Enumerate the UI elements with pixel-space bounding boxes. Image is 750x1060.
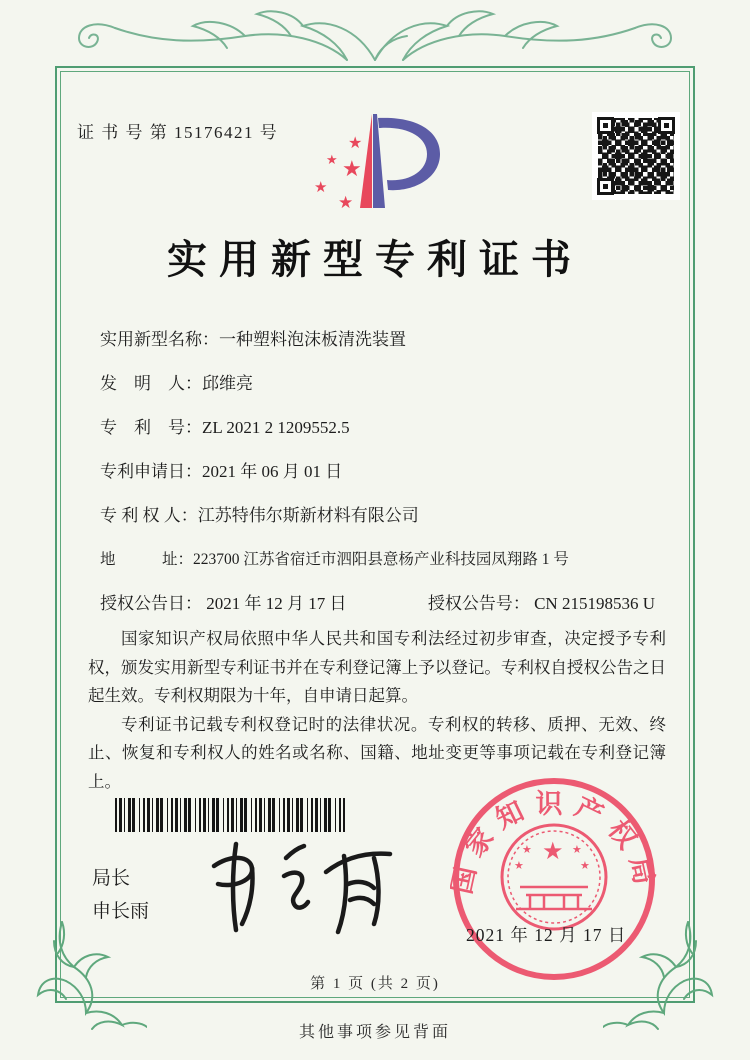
svg-text:★: ★ bbox=[580, 859, 590, 872]
field-label: 专利申请日： bbox=[100, 462, 202, 481]
field-label: 专 利 号： bbox=[100, 418, 202, 437]
director-name: 申长雨 bbox=[92, 901, 150, 922]
barcode bbox=[115, 798, 345, 832]
svg-text:★: ★ bbox=[348, 133, 363, 152]
seal-text: 国家知识产权局 bbox=[450, 788, 658, 897]
field-utility-model-name bbox=[100, 325, 660, 355]
qr-finder-top-right bbox=[658, 117, 675, 134]
director-block bbox=[92, 862, 149, 928]
field-value: CN 215198536 U bbox=[534, 594, 655, 613]
qr-code bbox=[592, 112, 680, 200]
seal-national-emblem bbox=[502, 825, 606, 929]
seal-date: 2021 年 12 月 17 日 bbox=[466, 925, 627, 945]
field-value: 一种塑料泡沫板清洗装置 bbox=[219, 330, 406, 349]
field-label: 发 明 人： bbox=[100, 374, 202, 393]
field-value: 2021 年 06 月 01 日 bbox=[202, 462, 343, 481]
field-value: 223700 江苏省宿迁市泗阳县意杨产业科技园凤翔路 1 号 bbox=[193, 551, 569, 568]
field-address bbox=[100, 545, 660, 575]
field-filing-date bbox=[100, 457, 660, 487]
field-patentee bbox=[100, 501, 660, 531]
logo-p-mark bbox=[360, 114, 440, 208]
svg-text:★: ★ bbox=[338, 193, 354, 213]
logo-stars bbox=[314, 133, 362, 213]
field-value: 江苏特伟尔斯新材料有限公司 bbox=[197, 506, 419, 525]
qr-finder-top-left bbox=[597, 117, 614, 134]
qr-finder-bottom-left bbox=[597, 178, 614, 195]
svg-text:★: ★ bbox=[572, 843, 582, 856]
field-rows bbox=[100, 325, 660, 633]
field-inventor bbox=[100, 369, 660, 399]
field-value: ZL 2021 2 1209552.5 bbox=[202, 418, 350, 437]
director-title: 局长 bbox=[92, 868, 131, 889]
svg-text:★: ★ bbox=[514, 859, 524, 872]
director-signature bbox=[198, 832, 403, 942]
field-value: 2021 年 12 月 17 日 bbox=[206, 594, 347, 613]
svg-text:★: ★ bbox=[522, 843, 532, 856]
legal-paragraph-2: 专利证书记载专利权登记时的法律状况。专利权的转移、质押、无效、终止、恢复和专利权人的姓名或名称、国籍、地址变更等事项记载在专利登记簿上。 bbox=[88, 714, 666, 791]
certificate-title: 实用新型专利证书 bbox=[167, 237, 583, 282]
cnipa-logo bbox=[300, 106, 456, 216]
svg-text:★: ★ bbox=[314, 178, 328, 196]
field-grant-row bbox=[100, 589, 655, 619]
field-label: 地 址： bbox=[100, 551, 194, 568]
official-seal bbox=[450, 775, 658, 983]
svg-text:★: ★ bbox=[326, 153, 338, 168]
field-value: 邱维亮 bbox=[202, 374, 253, 393]
legal-paragraph-1: 国家知识产权局依照中华人民共和国专利法经过初步审查，决定授予专利权，颁发实用新型专利证书并在专利登记簿上予以登记。专利权自授权公告之日起生效。专利权期限为十年，自申请日起算。 bbox=[88, 629, 666, 705]
page-number: 第 1 页 (共 2 页) bbox=[310, 976, 440, 992]
field-label: 授权公告号： bbox=[427, 594, 530, 613]
svg-text:★: ★ bbox=[542, 837, 564, 865]
field-label: 授权公告日： bbox=[100, 594, 202, 613]
field-patent-number bbox=[100, 413, 660, 443]
legal-text bbox=[88, 625, 666, 796]
field-grant-date bbox=[100, 589, 347, 619]
certificate-number: 证 书 号 第 15176421 号 bbox=[77, 123, 279, 142]
svg-text:★: ★ bbox=[342, 157, 362, 182]
field-label: 专 利 权 人： bbox=[100, 506, 198, 525]
back-side-note: 其他事项参见背面 bbox=[298, 1024, 451, 1041]
field-grant-number bbox=[428, 589, 655, 619]
field-label: 实用新型名称： bbox=[100, 330, 219, 349]
